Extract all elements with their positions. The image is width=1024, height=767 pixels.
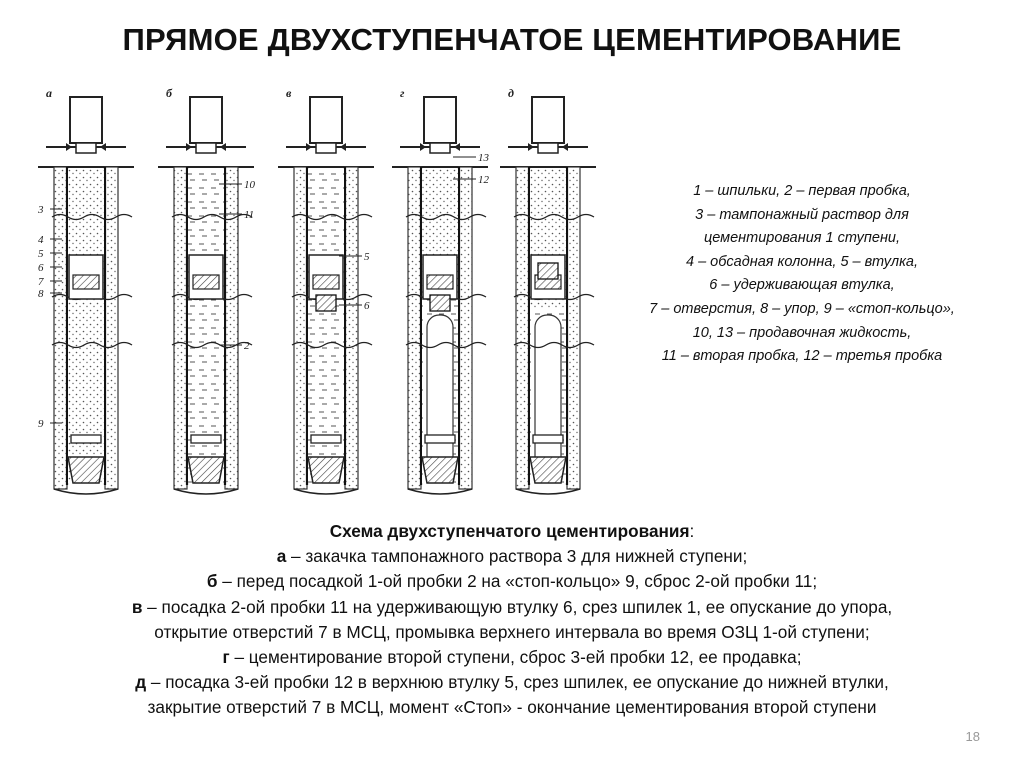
casing-shoe (530, 457, 566, 483)
callout-label: 12 (478, 174, 489, 186)
panel-label: в (286, 86, 292, 100)
plug (538, 263, 558, 279)
annulus-cement-right (345, 167, 358, 489)
well-column (278, 86, 374, 494)
holding-sleeve (427, 275, 453, 289)
caption-item (30, 695, 994, 720)
caption-item-text: – закачка тампонажного раствора 3 для нижней ступени; (286, 546, 748, 567)
figure-caption (30, 519, 994, 721)
well-column (37, 86, 134, 494)
caption-item (30, 670, 994, 695)
caption-item-key: а (276, 546, 287, 567)
callout-label: 11 (244, 209, 255, 221)
plug (316, 295, 336, 311)
callout-label: 4 (38, 234, 44, 246)
stop-ring (425, 435, 455, 443)
annulus-cement-right (567, 167, 580, 489)
inlet-arrowhead (528, 143, 534, 151)
callout-label: 9 (38, 418, 44, 430)
caption-item-text: – цементирование второй ступени, сброс 3-ей пробки 12, ее продавка; (229, 647, 802, 668)
well-column (500, 86, 596, 494)
inlet-arrowhead (454, 143, 460, 151)
holding-sleeve (193, 275, 219, 289)
wellhead-neck (538, 143, 558, 153)
stop-ring (191, 435, 221, 443)
well-column (158, 86, 256, 494)
caption-heading-line (30, 519, 994, 544)
legend-line: 1 – шпильки, 2 – первая пробка, (693, 183, 911, 199)
annulus-cement-right (459, 167, 472, 489)
cementing-stages-figure (40, 85, 620, 505)
caption-item-key: в (131, 596, 143, 617)
legend-line: 11 – вторая пробка, 12 – третья пробка (661, 348, 943, 365)
caption-item-key: б (206, 571, 218, 592)
inlet-arrowhead (306, 143, 312, 151)
panel-label: г (400, 86, 405, 100)
holding-sleeve (313, 275, 339, 289)
legend-line: 6 – удерживающая втулка, (709, 277, 895, 294)
casing-shoe (188, 457, 224, 483)
stop-ring (71, 435, 101, 443)
stop-ring (533, 435, 563, 443)
inlet-arrowhead (220, 143, 226, 151)
wellhead-body (70, 97, 102, 143)
legend-line: 7 – отверстия, 8 – упор, 9 – «стоп-кольцо», (649, 300, 955, 317)
callout-label: 6 (364, 300, 370, 312)
callout-label: 10 (244, 179, 255, 191)
legend (612, 180, 992, 369)
lower-chamber (535, 315, 561, 480)
annulus-cement-right (105, 167, 118, 489)
caption-item-key: д (135, 672, 147, 693)
inlet-arrowhead (562, 143, 568, 151)
caption-item-key: г (222, 647, 230, 668)
caption-item (30, 569, 994, 594)
wellhead-neck (196, 143, 216, 153)
bottom-hole (408, 489, 472, 494)
wellhead-body (310, 97, 342, 143)
caption-heading-suffix: : (689, 521, 695, 541)
inlet-arrowhead (186, 143, 192, 151)
bottom-hole (54, 489, 118, 494)
wellhead-neck (316, 143, 336, 153)
legend-line: 10, 13 – продавочная жидкость, (692, 324, 912, 341)
cementing-stages-drawing (40, 85, 620, 505)
legend-line: 3 – тампонажный раствор для (695, 206, 909, 223)
panel-label: а (46, 86, 52, 100)
annulus-cement-right (225, 167, 238, 489)
casing-shoe (422, 457, 458, 483)
page-number: 18 (965, 729, 980, 744)
panel-label: б (166, 86, 172, 100)
caption-item (30, 645, 994, 670)
plug (430, 295, 450, 311)
caption-item-text: закрытие отверстий 7 в МСЦ, момент «Стоп» - окончание цементирования второй ступени (147, 697, 877, 718)
caption-item-text: – посадка 3-ей пробки 12 в верхнюю втулку 5, срез шпилек, ее опускание до нижней втулки, (146, 672, 889, 693)
wellhead-neck (430, 143, 450, 153)
panel-label: д (508, 86, 514, 100)
casing-shoe (308, 457, 344, 483)
caption-item-text: открытие отверстий 7 в МСЦ, промывка верхнего интервала во время ОЗЦ 1-ой ступени; (154, 621, 870, 642)
callout-label: 3 (38, 204, 44, 216)
inlet-arrowhead (340, 143, 346, 151)
bottom-hole (294, 489, 358, 494)
inlet-arrowhead (66, 143, 72, 151)
bottom-hole (516, 489, 580, 494)
legend-line: 4 – обсадная колонна, 5 – втулка, (685, 253, 919, 270)
caption-item (30, 595, 994, 620)
caption-item-text: – перед посадкой 1-ой пробки 2 на «стоп-кольцо» 9, сброс 2-ой пробки 11; (217, 571, 818, 592)
stop-ring (311, 435, 341, 443)
wellhead-body (190, 97, 222, 143)
caption-item (30, 620, 994, 645)
inlet-arrowhead (420, 143, 426, 151)
callout-label: 6 (38, 262, 44, 274)
callout-label: 2 (244, 340, 250, 352)
slide-title: ПРЯМОЕ ДВУХСТУПЕНЧАТОЕ ЦЕМЕНТИРОВАНИЕ (122, 22, 902, 57)
callout-label: 5 (364, 251, 370, 263)
lower-chamber (427, 315, 453, 480)
well-column (392, 86, 490, 494)
caption-heading: Схема двухступенчатого цементирования (329, 521, 690, 541)
wellhead-neck (76, 143, 96, 153)
caption-item-text: – посадка 2-ой пробки 11 на удерживающую втулку 6, срез шпилек 1, ее опускание до упора, (142, 596, 893, 617)
callout-label: 8 (38, 288, 44, 300)
wellhead-body (424, 97, 456, 143)
callout-label: 13 (478, 152, 489, 164)
wellhead-body (532, 97, 564, 143)
inlet-arrowhead (100, 143, 106, 151)
callout-label: 7 (38, 276, 44, 288)
casing-shoe (68, 457, 104, 483)
legend-line: цементирования 1 ступени, (703, 230, 901, 247)
callout-label: 5 (38, 248, 44, 260)
caption-item (30, 544, 994, 569)
bottom-hole (174, 489, 238, 494)
holding-sleeve (73, 275, 99, 289)
